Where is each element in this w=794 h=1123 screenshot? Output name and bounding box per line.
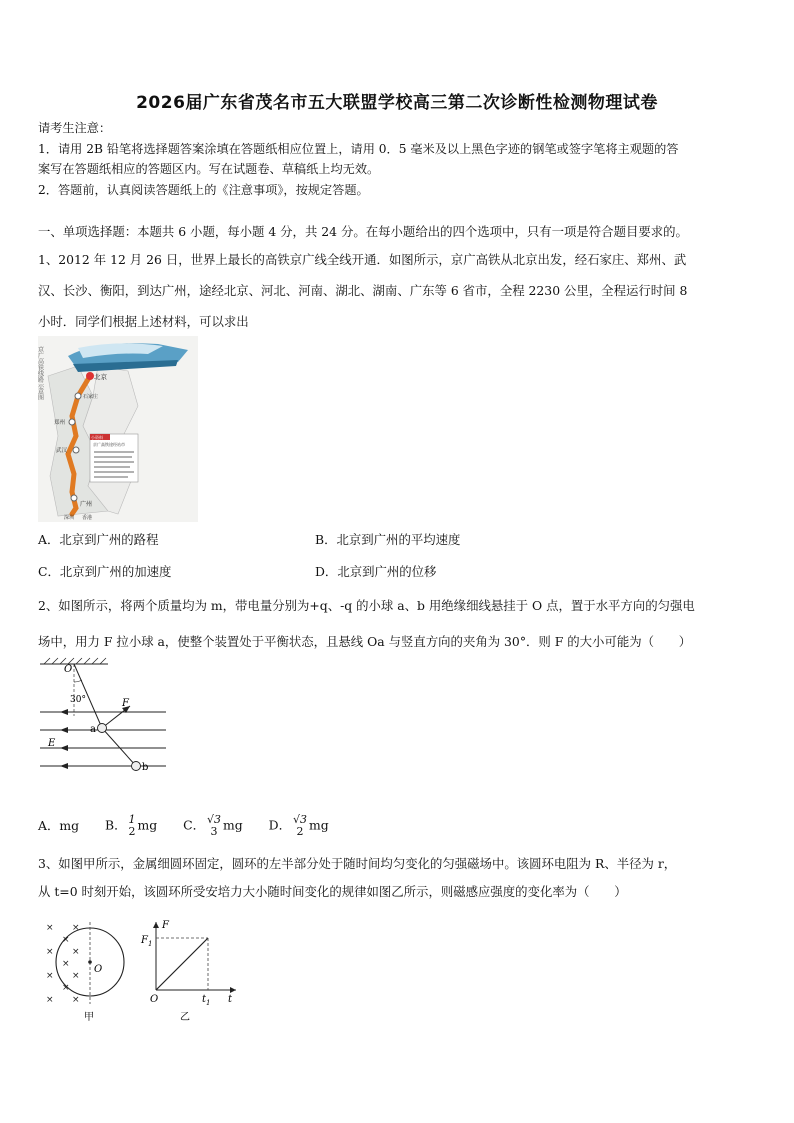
q3-ring-figure bbox=[40, 916, 130, 1022]
q2-option-d bbox=[269, 814, 329, 838]
field-cross-icon: × bbox=[72, 971, 80, 981]
f1-label: F bbox=[141, 935, 148, 946]
q1-option-a: A．北京到广州的路程 bbox=[38, 532, 159, 547]
q2-line-1: 2、如图所示，将两个质量均为 m，带电量分别为+q、-q 的小球 a、b 用绝缘细线悬挂于 O 点，置于水平方向的匀强电 bbox=[38, 598, 695, 613]
q2-option-c-den: 3 bbox=[210, 825, 218, 838]
q2-option-b bbox=[105, 814, 157, 838]
force-line bbox=[156, 938, 208, 990]
q3-force-time-graph bbox=[140, 916, 246, 1022]
svg-text:F1 bbox=[140, 935, 152, 948]
fig-yi-label: 乙 bbox=[180, 1012, 190, 1023]
q2-option-d-fraction bbox=[293, 814, 307, 838]
q3-line-2: 从 t=0 时刻开始，该圆环所受安培力大小随时间变化的规律如图乙所示，则磁感应强度的变化率为（ ） bbox=[38, 884, 627, 899]
svg-text:t1 bbox=[202, 994, 211, 1007]
field-cross-icon: × bbox=[46, 947, 54, 957]
label-angle: 30° bbox=[70, 695, 86, 705]
q2-option-c-suffix: mg bbox=[223, 817, 243, 833]
ball-b bbox=[132, 762, 141, 771]
field-cross-icon: × bbox=[62, 935, 70, 945]
q2-option-c-fraction bbox=[207, 814, 221, 838]
label-a: a bbox=[90, 724, 96, 735]
q1-line-1: 1、2012 年 12 月 26 日，世界上最长的高铁京广线全线开通．如图所示，京广高铁从北京出发，经石家庄、郑州、武 bbox=[38, 252, 687, 267]
q2-option-d-den: 2 bbox=[296, 825, 304, 838]
q1-option-d: D．北京到广州的位移 bbox=[315, 564, 437, 579]
notice-line-3: 2．答题前，认真阅读答题纸上的《注意事项》，按规定答题。 bbox=[38, 183, 369, 197]
field-cross-icon: × bbox=[62, 983, 70, 993]
field-cross-icon: × bbox=[46, 971, 54, 981]
map-wuhan: 武汉 bbox=[56, 448, 68, 454]
label-e: E bbox=[48, 738, 56, 749]
t1-subscript: 1 bbox=[206, 999, 211, 1007]
ring-label-o: O bbox=[94, 964, 103, 975]
q2-option-b-num: 1 bbox=[128, 813, 136, 826]
q2-option-b-den: 2 bbox=[128, 825, 136, 838]
map-box-subtitle: 京广高铁途经站市 bbox=[93, 442, 125, 447]
q1-option-b: B．北京到广州的平均速度 bbox=[315, 532, 461, 547]
q1-line-3: 小时．同学们根据上述材料，可以求出 bbox=[38, 314, 249, 329]
q2-option-d-prefix: D． bbox=[268, 817, 291, 833]
map-shenzhen: 深圳 bbox=[64, 515, 75, 521]
axis-t-label: t bbox=[228, 994, 233, 1005]
notice-line-1: 1．请用 2B 铅笔将选择题答案涂填在答题纸相应位置上，请用 0．5 毫米及以上黑色字迹的钢笔或签字笔将主观题的答 bbox=[38, 142, 679, 156]
map-shijiazhuang: 石家庄 bbox=[83, 394, 99, 400]
field-cross-icon: × bbox=[46, 995, 54, 1005]
q1-railway-map bbox=[38, 336, 198, 522]
map-zhengzhou: 郑州 bbox=[54, 420, 66, 426]
q2-option-b-suffix: mg bbox=[137, 817, 158, 833]
t1-label: t bbox=[202, 994, 207, 1005]
notice-line-2: 案写在答题纸相应的答题区内。写在试题卷、草稿纸上均无效。 bbox=[38, 162, 380, 176]
q1-line-2: 汉、长沙、衡阳，到达广州，途经北京、河北、河南、湖北、湖南、广东等 6 省市，全程 2230 公里，全程运行时间 8 bbox=[38, 283, 688, 298]
field-cross-icon: × bbox=[72, 947, 80, 957]
q1-option-c: C．北京到广州的加速度 bbox=[38, 564, 172, 579]
page-title: 2026届广东省茂名市五大联盟学校高三第二次诊断性检测物理试卷 bbox=[136, 93, 658, 113]
beijing-marker bbox=[86, 372, 94, 380]
field-cross-icon: × bbox=[62, 959, 70, 969]
section-1-heading: 一、单项选择题：本题共 6 小题，每小题 4 分，共 24 分。在每小题给出的四个选项中，只有一项是符合题目要求的。 bbox=[38, 224, 688, 239]
q2-option-d-num: √3 bbox=[292, 813, 307, 826]
q2-option-c-prefix: C． bbox=[183, 817, 205, 833]
q3-line-1: 3、如图甲所示，金属细圆环固定，圆环的左半部分处于随时间均匀变化的匀强磁场中。该圆环电阻为 R、半径为 r， bbox=[38, 856, 677, 871]
q2-line-2: 场中，用力 F 拉小球 a，使整个装置处于平衡状态，且悬线 Oa 与竖直方向的夹角为 30°．则 F 的大小可能为（ ） bbox=[38, 634, 692, 649]
field-cross-icon: × bbox=[72, 995, 80, 1005]
map-hongkong: 香港 bbox=[82, 515, 93, 521]
axis-f-label: F bbox=[162, 920, 169, 931]
q2-option-a: A．mg bbox=[38, 817, 80, 833]
map-beijing: 北京 bbox=[94, 373, 107, 381]
q2-option-b-prefix: B． bbox=[104, 817, 127, 833]
map-side-label: 京广高铁线路示意图 bbox=[36, 346, 44, 400]
q2-option-d-suffix: mg bbox=[309, 817, 329, 833]
field-cross-icon: × bbox=[46, 923, 54, 933]
q2-force-diagram bbox=[38, 656, 168, 778]
map-box-title: 小资料 bbox=[91, 435, 103, 440]
label-f: F bbox=[122, 698, 129, 709]
ball-a bbox=[98, 724, 107, 733]
fig-jia-label: 甲 bbox=[84, 1012, 94, 1023]
notice-heading: 请考生注意： bbox=[38, 121, 112, 135]
q2-option-c-num: √3 bbox=[207, 813, 222, 826]
map-guangzhou: 广州 bbox=[80, 501, 93, 508]
field-cross-icon: × bbox=[72, 923, 80, 933]
origin-label: O bbox=[150, 994, 159, 1005]
q2-options bbox=[38, 814, 351, 838]
q2-option-b-fraction bbox=[128, 814, 135, 838]
label-o: O bbox=[64, 664, 73, 675]
q2-option-c bbox=[183, 814, 243, 838]
f1-subscript: 1 bbox=[147, 940, 153, 948]
label-b: b bbox=[142, 762, 149, 773]
